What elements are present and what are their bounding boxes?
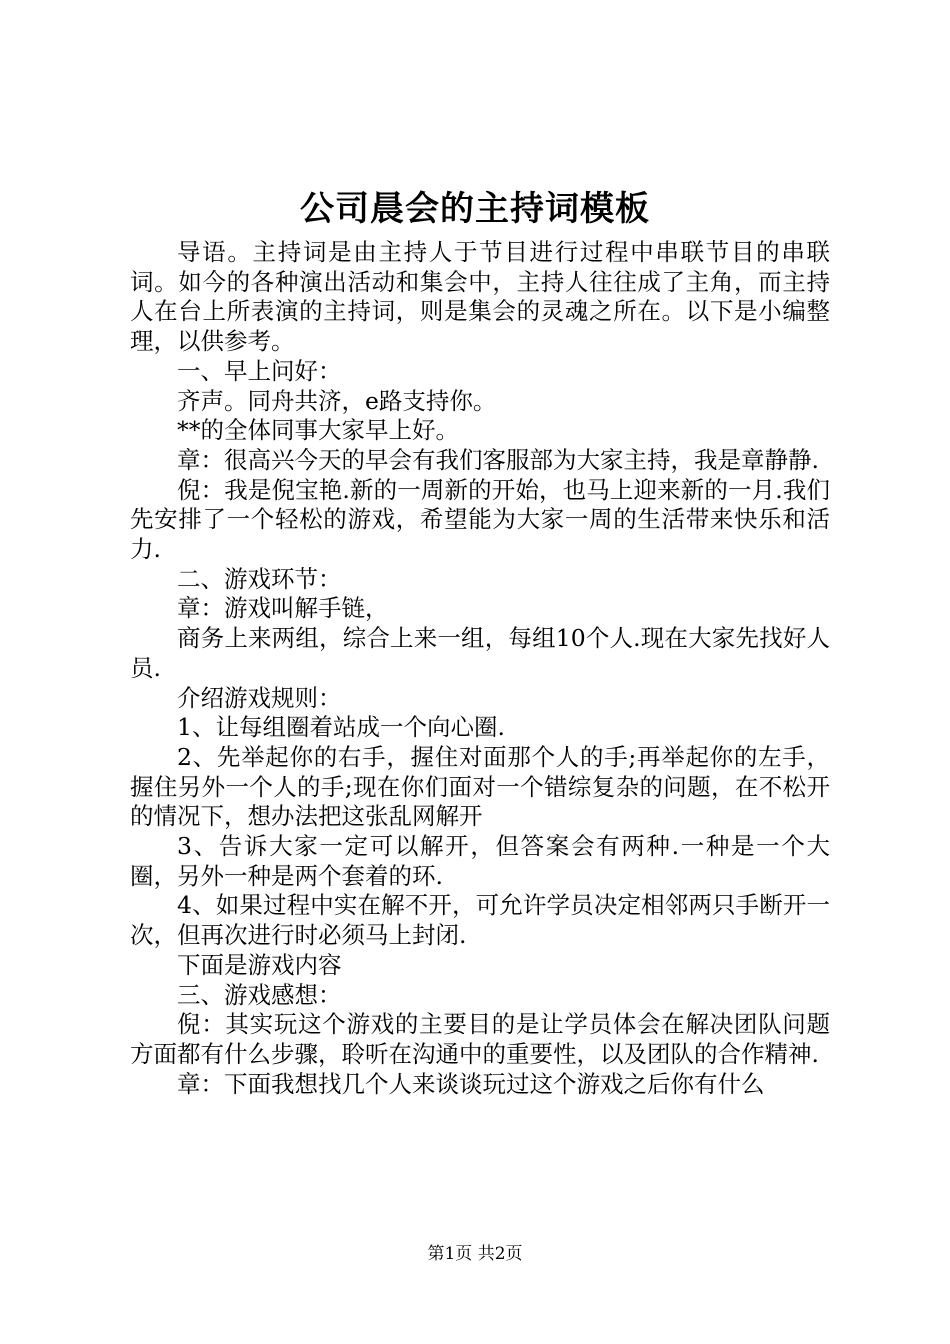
- section-heading-greeting: 一、早上问好：: [177, 356, 342, 385]
- document-body: [130, 238, 830, 1099]
- paragraph: 章：下面我想找几个人来谈谈玩过这个游戏之后你有什么: [177, 1069, 765, 1098]
- rule-item: 4、如果过程中实在解不开，可允许学员决定相邻两只手断开一次，但再次进行时必须马上封闭.: [130, 891, 830, 950]
- paragraph: 倪：其实玩这个游戏的主要目的是让学员体会在解决团队问题方面都有什么步骤，聆听在沟通中的重要性，以及团队的合作精神.: [130, 1010, 830, 1068]
- section-heading-reflection: 三、游戏感想：: [177, 980, 342, 1009]
- rule-item: 2、先举起你的右手，握住对面那个人的手;再举起你的左手，握住另外一个人的手;现在你们面对一个错综复杂的问题，在不松开的情况下，想办法把这张乱网解开: [130, 742, 830, 831]
- rule-item: 3、告诉大家一定可以解开，但答案会有两种.一种是一个大圈，另外一种是两个套着的环.: [130, 832, 830, 890]
- paragraph: 章：很高兴今天的早会有我们客服部为大家主持，我是章静静.: [177, 445, 819, 474]
- section-heading-game: 二、游戏环节：: [177, 564, 342, 593]
- paragraph: 介绍游戏规则：: [177, 683, 342, 712]
- document-title: 公司晨会的主持词模板: [300, 189, 650, 229]
- paragraph: 章：游戏叫解手链，: [177, 594, 389, 623]
- rule-item: 1、让每组圈着站成一个向心圈.: [177, 713, 505, 742]
- paragraph: 倪：我是倪宝艳.新的一周新的开始，也马上迎来新的一月.我们先安排了一个轻松的游戏，希望能为大家一周的生活带来快乐和活力.: [130, 475, 830, 564]
- paragraph: 商务上来两组，综合上来一组，每组10个人.现在大家先找好人员.: [130, 624, 830, 682]
- paragraph: **的全体同事大家早上好。: [177, 416, 459, 445]
- paragraph: 齐声。同舟共济，e路支持你。: [177, 386, 497, 415]
- paragraph-intro: 导语。主持词是由主持人于节目进行过程中串联节目的串联词。如今的各种演出活动和集会中，主持人往往成了主角，而主持人在台上所表演的主持词，则是集会的灵魂之所在。以下是小编整理，以供参考。: [130, 238, 830, 356]
- page-footer: 第1页 共2页: [427, 1244, 523, 1264]
- paragraph: 下面是游戏内容: [177, 950, 342, 979]
